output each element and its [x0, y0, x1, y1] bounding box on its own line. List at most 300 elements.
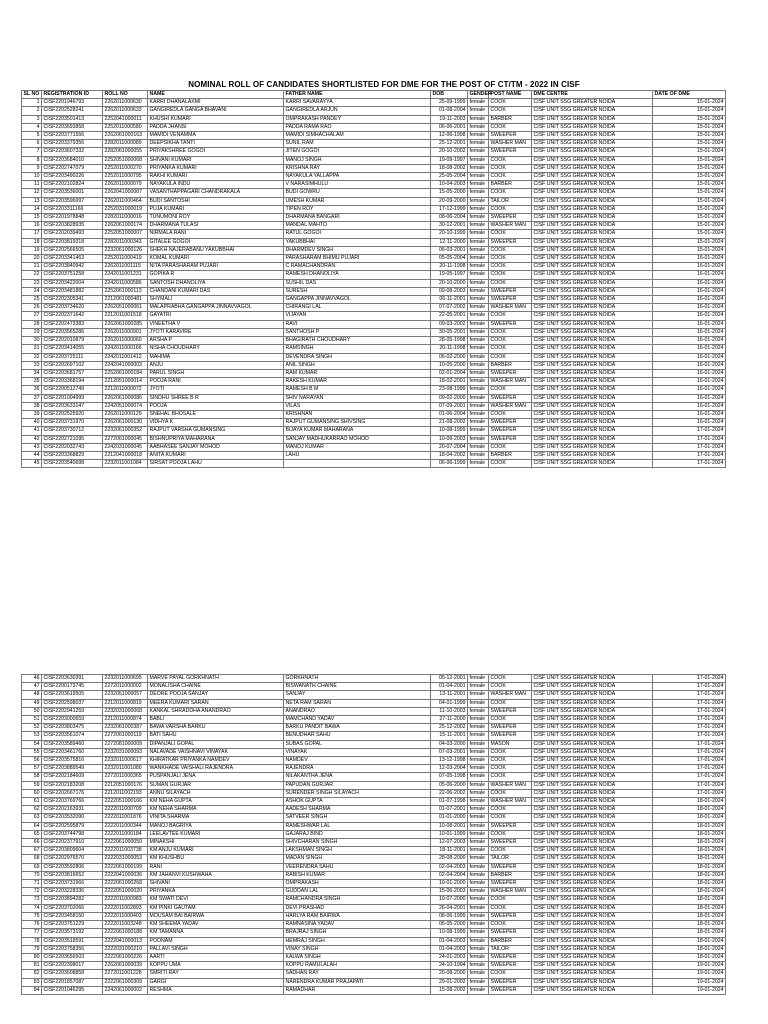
- header-roll-no: ROLL NO: [103, 91, 148, 99]
- cell-gender: female: [468, 279, 489, 287]
- cell-date-of-dme: 16-01-2024: [653, 304, 726, 312]
- cell-dob: 30-12-2001: [431, 222, 468, 230]
- table-row: [22, 320, 726, 328]
- cell-date-of-dme: 17-01-2024: [653, 675, 726, 683]
- cell-father-name: V NARASIMHULU: [284, 181, 431, 189]
- table-row: [22, 353, 726, 361]
- table-row: [22, 757, 726, 765]
- cell-gender: female: [468, 246, 489, 254]
- cell-sl-no: 39: [22, 410, 42, 418]
- cell-dme-centre: CISF UNIT SSG GREATER NOIDA: [532, 451, 653, 459]
- header-father-name: FATHER NAME: [284, 91, 431, 99]
- cell-date-of-dme: 15-01-2024: [653, 115, 726, 123]
- cell-dme-centre: CISF UNIT SSG GREATER NOIDA: [532, 871, 653, 879]
- cell-sl-no: 7: [22, 148, 42, 156]
- cell-sl-no: 3: [22, 115, 42, 123]
- cell-gender: female: [468, 798, 489, 806]
- cell-gender: female: [468, 427, 489, 435]
- cell-roll-no: 2222031000053: [103, 855, 148, 863]
- cell-roll-no: 2262061000285: [103, 320, 148, 328]
- cell-date-of-dme: 16-01-2024: [653, 353, 726, 361]
- cell-roll-no: 2212011001518: [103, 312, 148, 320]
- cell-date-of-dme: 15-01-2024: [653, 173, 726, 181]
- cell-dob: 06-06-1999: [431, 460, 468, 468]
- cell-registration-id: CISF2202398017: [42, 962, 103, 970]
- cell-dob: 02-04-2003: [431, 863, 468, 871]
- cell-dob: 22-06-2002: [431, 789, 468, 797]
- cell-sl-no: 25: [22, 296, 42, 304]
- cell-gender: female: [468, 929, 489, 937]
- cell-name: LEELAVTEE KUMARI: [148, 830, 284, 838]
- cell-father-name: BARKU PANDIT BAWA: [284, 724, 431, 732]
- cell-dme-centre: CISF UNIT SSG GREATER NOIDA: [532, 189, 653, 197]
- cell-name: DIPANJALI GOPAL: [148, 740, 284, 748]
- cell-post-name: SWEEPER: [489, 953, 532, 961]
- cell-sl-no: 55: [22, 748, 42, 756]
- cell-date-of-dme: 15-01-2024: [653, 123, 726, 131]
- table-row: [22, 929, 726, 937]
- cell-gender: female: [468, 839, 489, 847]
- cell-roll-no: 2212051000014: [103, 378, 148, 386]
- cell-dob: 12-11-2000: [431, 238, 468, 246]
- cell-sl-no: 34: [22, 369, 42, 377]
- cell-post-name: SWEEPER: [489, 148, 532, 156]
- table-row: [22, 937, 726, 945]
- cell-name: ANITA KUMARI: [148, 451, 284, 459]
- cell-sl-no: 17: [22, 230, 42, 238]
- cell-post-name: SWEEPER: [489, 214, 532, 222]
- cell-post-name: COOK: [489, 847, 532, 855]
- table-row: [22, 369, 726, 377]
- cell-sl-no: 79: [22, 945, 42, 953]
- cell-date-of-dme: 16-01-2024: [653, 345, 726, 353]
- cell-roll-no: 2282011000016: [103, 214, 148, 222]
- cell-post-name: COOK: [489, 716, 532, 724]
- cell-registration-id: CISF2202371642: [42, 312, 103, 320]
- table-row: [22, 732, 726, 740]
- cell-date-of-dme: 17-01-2024: [653, 443, 726, 451]
- table-row: [22, 246, 726, 254]
- cell-post-name: COOK: [489, 353, 532, 361]
- nominal-roll-table-continued: [21, 674, 726, 995]
- cell-dob: 20-09-2000: [431, 197, 468, 205]
- cell-roll-no: 2252061000184: [103, 369, 148, 377]
- cell-dme-centre: CISF UNIT SSG GREATER NOIDA: [532, 716, 653, 724]
- cell-dob: 28-05-1998: [431, 337, 468, 345]
- cell-name: RAJPUT VARSHA GUMANSING: [148, 427, 284, 435]
- cell-name: KOPPU UMA: [148, 962, 284, 970]
- cell-roll-no: 2262061000163: [103, 132, 148, 140]
- cell-date-of-dme: 15-01-2024: [653, 164, 726, 172]
- cell-sl-no: 26: [22, 304, 42, 312]
- cell-name: ANJU: [148, 361, 284, 369]
- nominal-roll-table: [21, 90, 726, 468]
- table-row: [22, 222, 726, 230]
- table-row: [22, 855, 726, 863]
- cell-post-name: COOK: [489, 896, 532, 904]
- cell-sl-no: 32: [22, 353, 42, 361]
- cell-gender: female: [468, 410, 489, 418]
- cell-date-of-dme: 16-01-2024: [653, 312, 726, 320]
- cell-registration-id: CISF2203751258: [42, 271, 103, 279]
- cell-name: KM PINKI GAUTAM: [148, 904, 284, 912]
- table-row: [22, 822, 726, 830]
- cell-dob: 08-06-2004: [431, 214, 468, 222]
- table-row: [22, 238, 726, 246]
- cell-date-of-dme: 18-01-2024: [653, 953, 726, 961]
- cell-date-of-dme: 18-01-2024: [653, 806, 726, 814]
- cell-sl-no: 59: [22, 781, 42, 789]
- table-row: [22, 410, 726, 418]
- document-page-2: [0, 668, 768, 1024]
- cell-date-of-dme: 18-01-2024: [653, 798, 726, 806]
- table-row: [22, 115, 726, 123]
- cell-name: KM NEHA GUPTA: [148, 798, 284, 806]
- cell-roll-no: 2232011000617: [103, 757, 148, 765]
- cell-registration-id: CISF2202184609: [42, 773, 103, 781]
- cell-registration-id: CISF2200512749: [42, 386, 103, 394]
- cell-dme-centre: CISF UNIT SSG GREATER NOIDA: [532, 197, 653, 205]
- cell-roll-no: 2212011002193: [103, 789, 148, 797]
- cell-dob: 20-10-1999: [431, 230, 468, 238]
- cell-name: MANOJ BAGRIYA: [148, 822, 284, 830]
- cell-father-name: MANOJ KUMAR: [284, 443, 431, 451]
- cell-gender: female: [468, 748, 489, 756]
- cell-gender: female: [468, 197, 489, 205]
- cell-dme-centre: CISF UNIT SSG GREATER NOIDA: [532, 246, 653, 254]
- cell-registration-id: CISF2202010879: [42, 337, 103, 345]
- cell-dme-centre: CISF UNIT SSG GREATER NOIDA: [532, 798, 653, 806]
- cell-name: BABLI: [148, 716, 284, 724]
- table-row: [22, 912, 726, 920]
- table-row: [22, 443, 726, 451]
- cell-roll-no: 2232031000068: [103, 707, 148, 715]
- cell-dob: 07-03-2001: [431, 748, 468, 756]
- cell-registration-id: CISF2203656503: [42, 953, 103, 961]
- cell-sl-no: 38: [22, 402, 42, 410]
- cell-post-name: COOK: [489, 904, 532, 912]
- cell-sl-no: 43: [22, 443, 42, 451]
- cell-post-name: SWEEPER: [489, 435, 532, 443]
- cell-gender: female: [468, 173, 489, 181]
- table-row: [22, 287, 726, 295]
- cell-roll-no: 2232061000387: [103, 724, 148, 732]
- cell-date-of-dme: 16-01-2024: [653, 369, 726, 377]
- cell-dme-centre: CISF UNIT SSG GREATER NOIDA: [532, 222, 653, 230]
- cell-dme-centre: CISF UNIT SSG GREATER NOIDA: [532, 888, 653, 896]
- cell-dob: 10-01-2000: [431, 880, 468, 888]
- cell-dme-centre: CISF UNIT SSG GREATER NOIDA: [532, 230, 653, 238]
- cell-father-name: ANIL SINGH: [284, 361, 431, 369]
- cell-roll-no: 2222011000403: [103, 912, 148, 920]
- cell-sl-no: 16: [22, 222, 42, 230]
- cell-gender: female: [468, 214, 489, 222]
- cell-dme-centre: CISF UNIT SSG GREATER NOIDA: [532, 205, 653, 213]
- cell-sl-no: 19: [22, 246, 42, 254]
- cell-sl-no: 31: [22, 345, 42, 353]
- cell-post-name: SWEEPER: [489, 929, 532, 937]
- cell-registration-id: CISF2203758356: [42, 945, 103, 953]
- cell-registration-id: CISF2203840942: [42, 263, 103, 271]
- table-row: [22, 978, 726, 986]
- cell-gender: female: [468, 378, 489, 386]
- cell-name: MOUSAM BAI BAIRWA: [148, 912, 284, 920]
- cell-registration-id: CISF2203684010: [42, 156, 103, 164]
- table-row: [22, 378, 726, 386]
- cell-date-of-dme: 15-01-2024: [653, 148, 726, 156]
- cell-dme-centre: CISF UNIT SSG GREATER NOIDA: [532, 978, 653, 986]
- cell-dob: 18-04-2002: [431, 451, 468, 459]
- cell-gender: female: [468, 789, 489, 797]
- cell-sl-no: 45: [22, 460, 42, 468]
- cell-post-name: COOK: [489, 164, 532, 172]
- cell-dme-centre: CISF UNIT SSG GREATER NOIDA: [532, 699, 653, 707]
- cell-gender: female: [468, 822, 489, 830]
- cell-dob: 15-06-2003: [431, 888, 468, 896]
- cell-date-of-dme: 16-01-2024: [653, 279, 726, 287]
- cell-date-of-dme: 16-01-2024: [653, 337, 726, 345]
- cell-gender: female: [468, 863, 489, 871]
- cell-gender: female: [468, 189, 489, 197]
- cell-father-name: RAMSINGH: [284, 345, 431, 353]
- cell-gender: female: [468, 806, 489, 814]
- cell-date-of-dme: 17-01-2024: [653, 765, 726, 773]
- cell-post-name: SWEEPER: [489, 132, 532, 140]
- cell-sl-no: 40: [22, 419, 42, 427]
- cell-gender: female: [468, 312, 489, 320]
- cell-dme-centre: CISF UNIT SSG GREATER NOIDA: [532, 773, 653, 781]
- cell-roll-no: 2262011000901: [103, 328, 148, 336]
- table-row: [22, 394, 726, 402]
- cell-name: VASANTHAPPAGARI CHANDRAKALA: [148, 189, 284, 197]
- cell-dob: 17-12-1999: [431, 205, 468, 213]
- cell-name: MEERA KUMARI SARAN: [148, 699, 284, 707]
- table-row: [22, 724, 726, 732]
- cell-father-name: VINAYAK: [284, 748, 431, 756]
- cell-name: MAHIMA: [148, 353, 284, 361]
- header-registration-id: REGISTRATION ID: [42, 91, 103, 99]
- cell-registration-id: CISF2203633147: [42, 402, 103, 410]
- cell-dme-centre: CISF UNIT SSG GREATER NOIDA: [532, 386, 653, 394]
- cell-dob: 11-10-2003: [431, 707, 468, 715]
- cell-father-name: GAJARAJ BIND: [284, 830, 431, 838]
- cell-post-name: COOK: [489, 443, 532, 451]
- cell-date-of-dme: 18-01-2024: [653, 839, 726, 847]
- cell-name: POOJA RANI: [148, 378, 284, 386]
- header-dob: DOB: [431, 91, 468, 99]
- cell-dme-centre: CISF UNIT SSG GREATER NOIDA: [532, 953, 653, 961]
- cell-father-name: KRISHNA RAY: [284, 164, 431, 172]
- cell-registration-id: CISF2202183208: [42, 781, 103, 789]
- cell-date-of-dme: 17-01-2024: [653, 789, 726, 797]
- cell-post-name: SWEEPER: [489, 863, 532, 871]
- cell-name: GOPIKA R: [148, 271, 284, 279]
- cell-name: PALLAVI SINGH: [148, 945, 284, 953]
- cell-date-of-dme: 15-01-2024: [653, 99, 726, 107]
- cell-dme-centre: CISF UNIT SSG GREATER NOIDA: [532, 427, 653, 435]
- cell-dob: 25-05-2004: [431, 173, 468, 181]
- cell-registration-id: CISF2203731970: [42, 419, 103, 427]
- cell-roll-no: 2222011000184: [103, 830, 148, 838]
- cell-post-name: COOK: [489, 189, 532, 197]
- cell-date-of-dme: 18-01-2024: [653, 912, 726, 920]
- cell-date-of-dme: 15-01-2024: [653, 197, 726, 205]
- cell-roll-no: 2242061000002: [103, 986, 148, 994]
- cell-gender: female: [468, 255, 489, 263]
- cell-name: PARUL SINGH: [148, 369, 284, 377]
- table-row: [22, 337, 726, 345]
- cell-registration-id: CISF2203889549: [42, 765, 103, 773]
- cell-father-name: DEVI PRASHAD: [284, 904, 431, 912]
- cell-roll-no: 2222061000268: [103, 880, 148, 888]
- cell-registration-id: CISF2203561074: [42, 732, 103, 740]
- header-post-name: POST NAME: [489, 91, 532, 99]
- cell-name: MINAKSHI: [148, 839, 284, 847]
- cell-roll-no: 2212011000819: [103, 699, 148, 707]
- cell-name: SHIVANI KUMARI: [148, 156, 284, 164]
- cell-dob: 07-09-2001: [431, 402, 468, 410]
- cell-dob: 12-03-2004: [431, 765, 468, 773]
- cell-father-name: RAJPUT GUMANSING SHIVSING: [284, 419, 431, 427]
- cell-sl-no: 15: [22, 214, 42, 222]
- cell-gender: female: [468, 814, 489, 822]
- cell-dob: 12-06-1998: [431, 132, 468, 140]
- cell-date-of-dme: 18-01-2024: [653, 937, 726, 945]
- cell-registration-id: CISF2203311166: [42, 205, 103, 213]
- cell-name: KANKAL SHRADDHA ANANDRAO: [148, 707, 284, 715]
- cell-dme-centre: CISF UNIT SSG GREATER NOIDA: [532, 337, 653, 345]
- table-row: [22, 847, 726, 855]
- cell-dme-centre: CISF UNIT SSG GREATER NOIDA: [532, 173, 653, 181]
- cell-father-name: BHAGIRATH CHOUDHARY: [284, 337, 431, 345]
- cell-roll-no: 2222011001876: [103, 814, 148, 822]
- cell-dme-centre: CISF UNIT SSG GREATER NOIDA: [532, 238, 653, 246]
- cell-dme-centre: CISF UNIT SSG GREATER NOIDA: [532, 443, 653, 451]
- cell-date-of-dme: 17-01-2024: [653, 724, 726, 732]
- cell-dme-centre: CISF UNIT SSG GREATER NOIDA: [532, 107, 653, 115]
- cell-sl-no: 1: [22, 99, 42, 107]
- cell-date-of-dme: 17-01-2024: [653, 451, 726, 459]
- cell-name: MAMIDI VENAMMA: [148, 132, 284, 140]
- cell-sl-no: 62: [22, 806, 42, 814]
- cell-father-name: MANOJ SINGH: [284, 156, 431, 164]
- cell-dme-centre: CISF UNIT SSG GREATER NOIDA: [532, 904, 653, 912]
- cell-date-of-dme: 15-01-2024: [653, 181, 726, 189]
- cell-registration-id: CISF2203828935: [42, 222, 103, 230]
- cell-dob: 05-06-2000: [431, 781, 468, 789]
- table-row: [22, 148, 726, 156]
- cell-roll-no: 2222051000166: [103, 798, 148, 806]
- cell-registration-id: CISF2203228336: [42, 888, 103, 896]
- cell-name: NALAVADE VAISHNAVI VINAYAK: [148, 748, 284, 756]
- cell-name: SMRITI RAY: [148, 970, 284, 978]
- cell-post-name: COOK: [489, 205, 532, 213]
- table-row: [22, 312, 726, 320]
- cell-post-name: BARBER: [489, 181, 532, 189]
- cell-gender: female: [468, 871, 489, 879]
- cell-post-name: COOK: [489, 312, 532, 320]
- cell-dme-centre: CISF UNIT SSG GREATER NOIDA: [532, 328, 653, 336]
- table-row: [22, 962, 726, 970]
- cell-dme-centre: CISF UNIT SSG GREATER NOIDA: [532, 748, 653, 756]
- cell-dob: 02-01-2004: [431, 369, 468, 377]
- table-row: [22, 164, 726, 172]
- cell-post-name: COOK: [489, 921, 532, 929]
- cell-registration-id: CISF2202976570: [42, 855, 103, 863]
- cell-date-of-dme: 19-01-2024: [653, 978, 726, 986]
- cell-post-name: WASHER MAN: [489, 304, 532, 312]
- cell-roll-no: 2272011000002: [103, 683, 148, 691]
- cell-post-name: COOK: [489, 230, 532, 238]
- cell-sl-no: 74: [22, 904, 42, 912]
- cell-post-name: COOK: [489, 263, 532, 271]
- cell-father-name: DEVENDRA SINGH: [284, 353, 431, 361]
- cell-roll-no: 2222041000036: [103, 871, 148, 879]
- cell-name: KM SWATI DEVI: [148, 896, 284, 904]
- cell-gender: female: [468, 962, 489, 970]
- cell-date-of-dme: 18-01-2024: [653, 945, 726, 953]
- cell-date-of-dme: 17-01-2024: [653, 773, 726, 781]
- cell-dme-centre: CISF UNIT SSG GREATER NOIDA: [532, 839, 653, 847]
- cell-name: DEEPSIKHA TANTI: [148, 140, 284, 148]
- cell-post-name: COOK: [489, 765, 532, 773]
- cell-roll-no: 2252011000580: [103, 123, 148, 131]
- cell-dme-centre: CISF UNIT SSG GREATER NOIDA: [532, 806, 653, 814]
- cell-gender: female: [468, 156, 489, 164]
- cell-dob: 28-08-2000: [431, 855, 468, 863]
- cell-father-name: LAHU: [284, 451, 431, 459]
- cell-dob: 01-04-2003: [431, 937, 468, 945]
- cell-father-name: NARENDRA KUMAR PRAJAPATI: [284, 978, 431, 986]
- cell-name: RANI: [148, 863, 284, 871]
- cell-dob: 18-08-2002: [431, 164, 468, 172]
- cell-roll-no: 2222011000709: [103, 806, 148, 814]
- cell-registration-id: CISF2201946793: [42, 99, 103, 107]
- cell-gender: female: [468, 287, 489, 295]
- cell-gender: female: [468, 912, 489, 920]
- table-row: [22, 123, 726, 131]
- table-row: [22, 230, 726, 238]
- cell-post-name: BARBER: [489, 937, 532, 945]
- cell-post-name: WASHER MAN: [489, 798, 532, 806]
- cell-date-of-dme: 16-01-2024: [653, 386, 726, 394]
- cell-father-name: MADAN SINGH: [284, 855, 431, 863]
- cell-sl-no: 61: [22, 798, 42, 806]
- cell-post-name: COOK: [489, 410, 532, 418]
- cell-father-name: VILAS: [284, 402, 431, 410]
- cell-dob: 01-04-2001: [431, 683, 468, 691]
- cell-gender: female: [468, 945, 489, 953]
- table-row: [22, 748, 726, 756]
- cell-gender: female: [468, 230, 489, 238]
- cell-date-of-dme: 17-01-2024: [653, 732, 726, 740]
- cell-registration-id: CISF2203751229: [42, 921, 103, 929]
- cell-roll-no: 2222011000983: [103, 896, 148, 904]
- cell-father-name: OMPRAKASH PANDEY: [284, 115, 431, 123]
- cell-dob: 10-09-2003: [431, 435, 468, 443]
- cell-post-name: TAILOR: [489, 197, 532, 205]
- cell-registration-id: CISF2203536001: [42, 189, 103, 197]
- cell-dob: 10-07-2000: [431, 896, 468, 904]
- cell-name: GITALEE GOGOI: [148, 238, 284, 246]
- cell-date-of-dme: 17-01-2024: [653, 435, 726, 443]
- cell-sl-no: 12: [22, 189, 42, 197]
- cell-roll-no: 2232031000093: [103, 748, 148, 756]
- table-row: [22, 740, 726, 748]
- cell-dob: 19-05-1997: [431, 271, 468, 279]
- cell-post-name: SWEEPER: [489, 296, 532, 304]
- table-row: [22, 789, 726, 797]
